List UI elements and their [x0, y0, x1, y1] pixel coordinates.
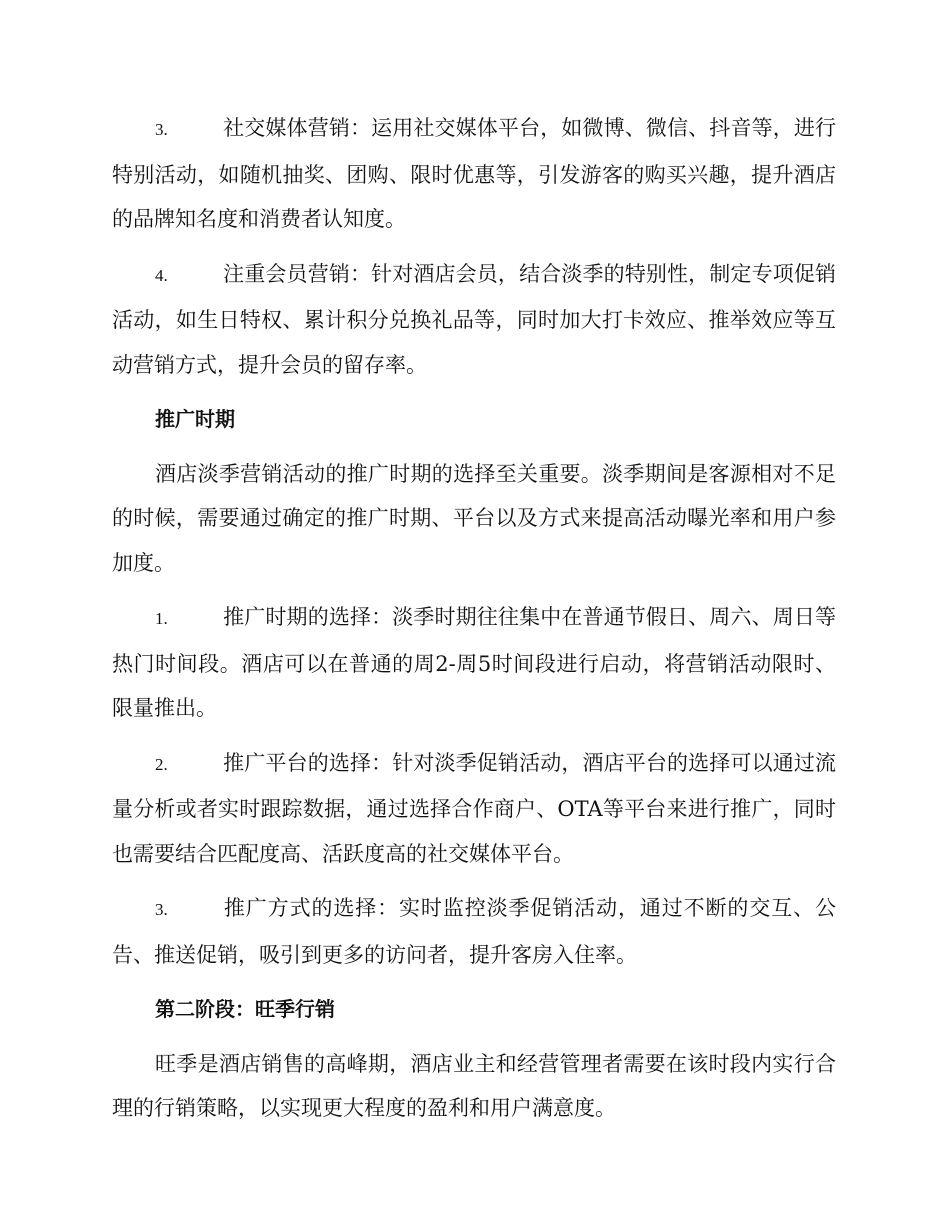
- body-paragraph: 酒店淡季营销活动的推广时期的选择至关重要。淡季期间是客源相对不足的时候，需要通过确定的推广时期、平台以及方式来提高活动曝光率和用户参加度。: [112, 461, 836, 575]
- list-number: 3.: [155, 120, 168, 139]
- list-item-text: 推广时期的选择：淡季时期往往集中在普通节假日、周六、周日等热门时间段。酒店可以在普通的周2-周5时间段进行启动，将营销活动限时、限量推出。: [112, 605, 836, 720]
- body-paragraph: 旺季是酒店销售的高峰期，酒店业主和经营管理者需要在该时段内实行合理的行销策略，以实现更大程度的盈利和用户满意度。: [112, 1051, 836, 1120]
- list-number: 2.: [155, 754, 168, 774]
- list-number: 1.: [155, 609, 168, 628]
- list-item-text: 推广平台的选择：针对淡季促销活动，酒店平台的选择可以通过流量分析或者实时跟踪数据，通过选择合作商户、OTA等平台来进行推广，同时也需要结合匹配度高、活跃度高的社交媒体平台。: [112, 750, 836, 866]
- list-number: 4.: [155, 265, 168, 285]
- list-item-social-media-marketing: [112, 106, 836, 242]
- list-number: 3.: [155, 900, 168, 919]
- document-body: [112, 106, 836, 1141]
- list-item-text: 推广方式的选择：实时监控淡季促销活动，通过不断的交互、公告、推送促销，吸引到更多的访问者，提升客房入住率。: [112, 896, 836, 967]
- section-heading-peak-season: 第二阶段：旺季行销: [155, 997, 335, 1021]
- list-item-text: 社交媒体营销：运用社交媒体平台，如微博、微信、抖音等，进行特别活动，如随机抽奖、团购、限时优惠等，引发游客的购买兴趣，提升酒店的品牌知名度和消费者认知度。: [112, 116, 836, 231]
- list-item-method-selection: [112, 886, 836, 977]
- list-item-platform-selection: [112, 741, 836, 877]
- list-item-period-selection: [112, 595, 836, 731]
- list-item-member-marketing: [112, 252, 836, 388]
- section-heading-promotion-period: 推广时期: [155, 407, 235, 431]
- list-item-text: 注重会员营销：针对酒店会员，结合淡季的特别性，制定专项促销活动，如生日特权、累计积分兑换礼品等，同时加大打卡效应、推举效应等互动营销方式，提升会员的留存率。: [112, 261, 836, 377]
